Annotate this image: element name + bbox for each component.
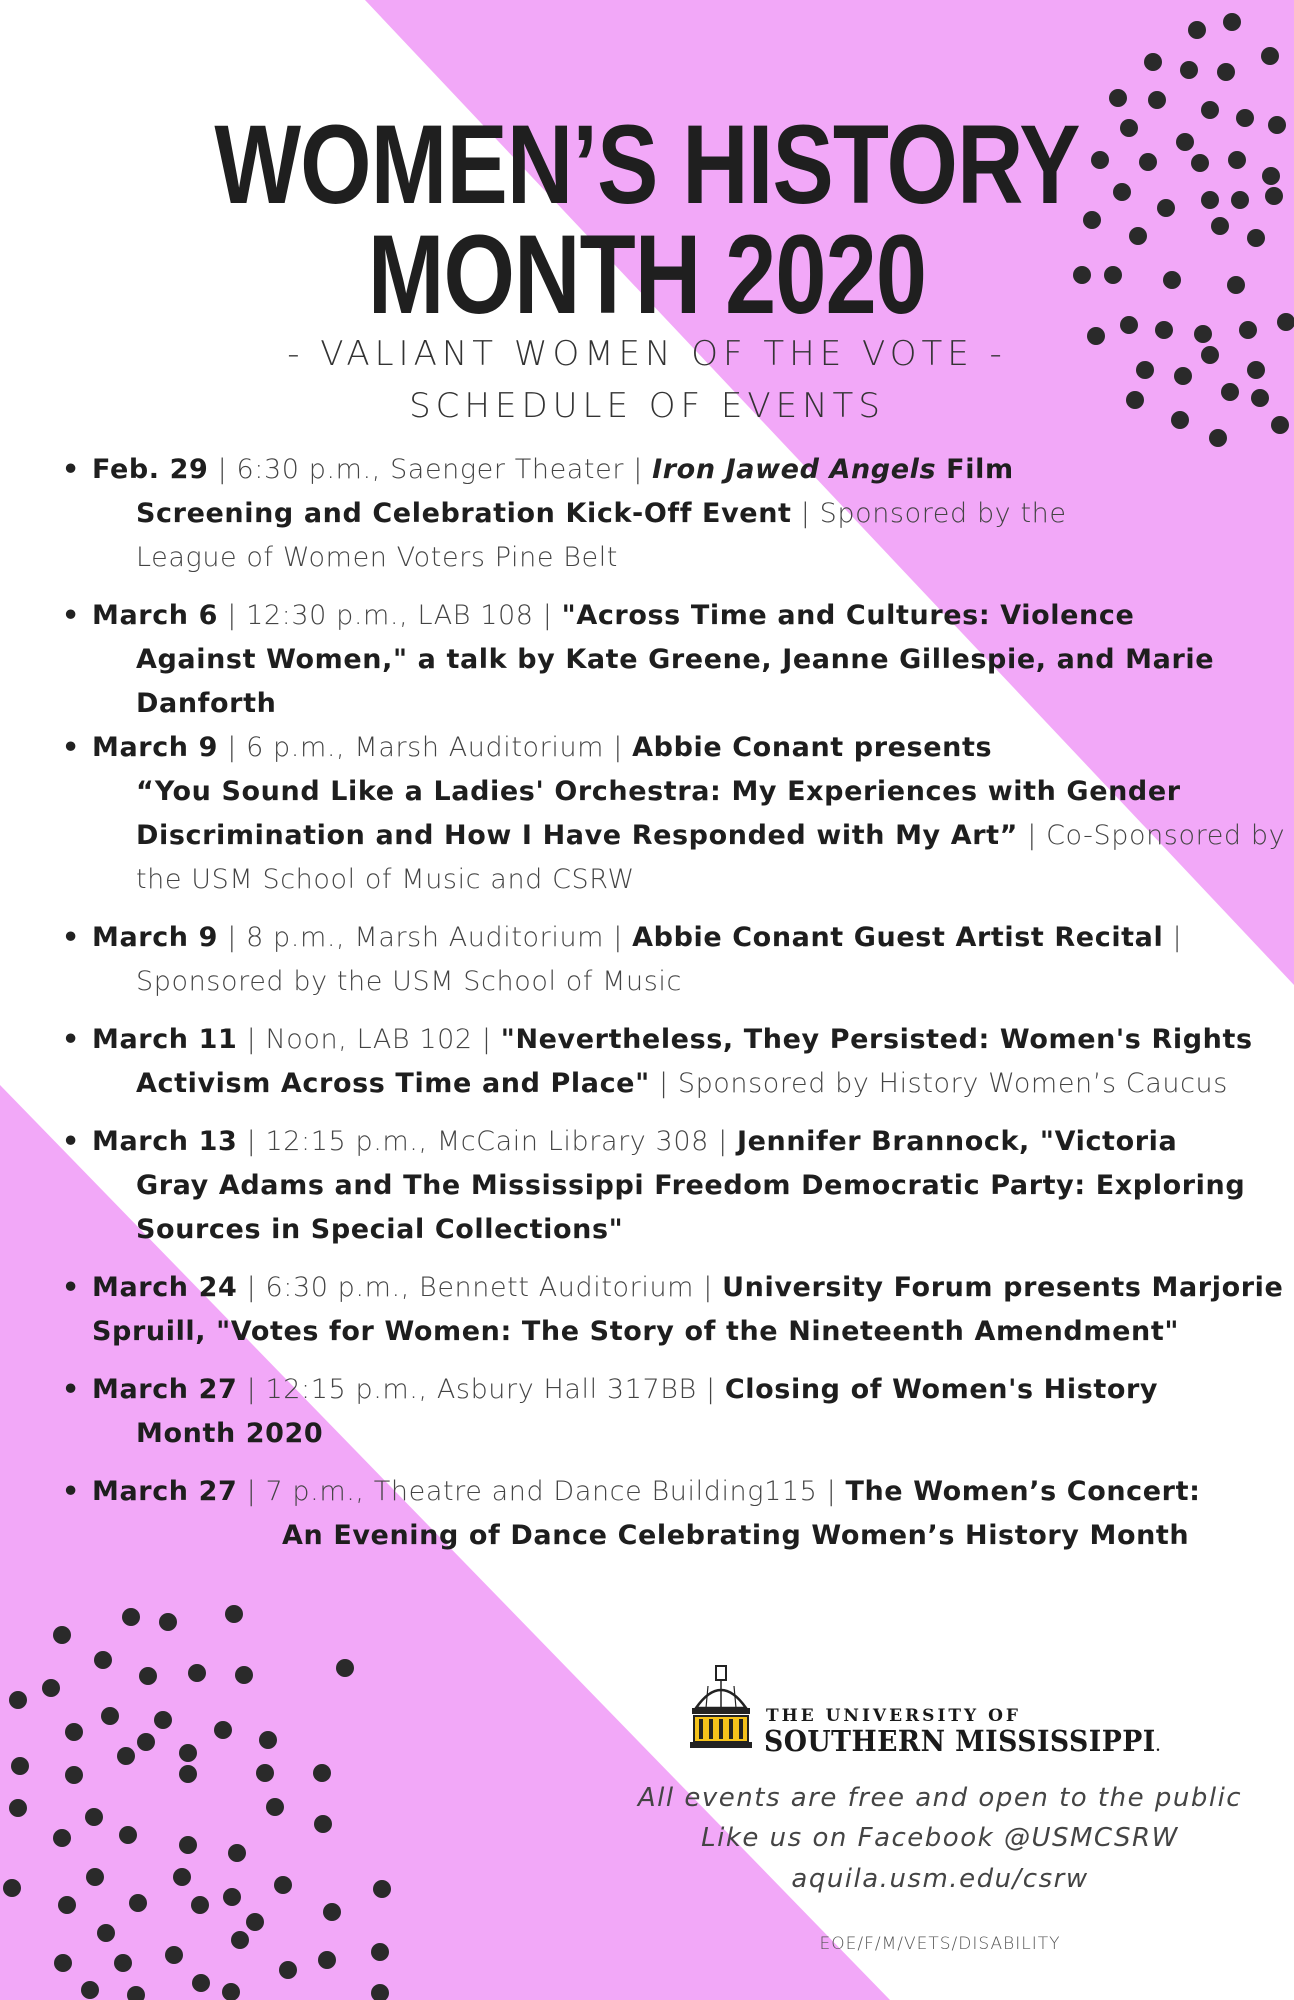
event-item: • March 13 | 12:15 p.m., McCain Library 308 | Jennifer Brannock, "Victoria Gray Adams and The Mississippi Freedom Democratic Party: Exploring Sources in Special Collections" [62, 1120, 1242, 1252]
event-sponsor: Sponsored by the [819, 498, 1067, 529]
event-title: "Across Time and Cultures: Violence [561, 600, 1135, 631]
polka-dot [371, 1943, 389, 1961]
event-item: • March 24 | 6:30 p.m., Bennett Auditorium | University Forum presents Marjorie Spruill, "Votes for Women: The Story of the Nineteenth Amendment" [62, 1266, 1242, 1354]
bullet-icon: • [62, 1272, 80, 1303]
polka-dot [165, 1946, 183, 1964]
polka-dot [9, 1799, 27, 1817]
event-date: Feb. 29 [92, 454, 209, 485]
event-item: • March 11 | Noon, LAB 102 | "Nevertheless, They Persisted: Women's Rights Activism Across Time and Place" | Sponsored by History Women’s Caucus [62, 1018, 1242, 1106]
polka-dot [1217, 63, 1235, 81]
event-time-place: 8 p.m., Marsh Auditorium [246, 922, 605, 953]
polka-dot [274, 1876, 292, 1894]
bullet-icon: • [62, 454, 80, 485]
polka-dot [3, 1879, 21, 1897]
event-date: March 6 [92, 600, 219, 631]
event-time-place: Noon, LAB 102 [265, 1024, 473, 1055]
polka-dot [246, 1913, 264, 1931]
polka-dot [373, 1880, 391, 1898]
polka-dot [1201, 191, 1219, 209]
polka-dot [314, 1815, 332, 1833]
polka-dot [101, 1707, 119, 1725]
polka-dot [191, 1896, 209, 1914]
polka-dot [1191, 154, 1209, 172]
polka-dot [225, 1605, 243, 1623]
polka-dot [179, 1744, 197, 1762]
polka-dot [94, 1651, 112, 1669]
logo-line-2: SOUTHERN MISSISSIPPI. [764, 1724, 1161, 1758]
polka-dot [137, 1733, 155, 1751]
footer-website: aquila.usm.edu/csrw [791, 1864, 1089, 1894]
polka-dot [192, 1974, 210, 1992]
polka-dot [1201, 101, 1219, 119]
polka-dot [1209, 429, 1227, 447]
polka-dot [54, 1954, 72, 1972]
event-title: Abbie Conant Guest Artist Recital [632, 922, 1164, 953]
polka-dot [53, 1829, 71, 1847]
event-title: University Forum presents Marjorie [722, 1272, 1284, 1303]
bullet-icon: • [62, 1126, 80, 1157]
polka-dot [1188, 21, 1206, 39]
event-sponsor: Sponsored by History Women’s Caucus [677, 1068, 1228, 1099]
polka-dot [179, 1836, 197, 1854]
polka-dot [159, 1613, 177, 1631]
polka-dot [139, 1667, 157, 1685]
polka-dot [318, 1951, 336, 1969]
polka-dot [188, 1664, 206, 1682]
polka-dot [1268, 116, 1286, 134]
logo-registered-mark: . [1155, 1739, 1161, 1755]
event-item: • March 9 | 8 p.m., Marsh Auditorium | Abbie Conant Guest Artist Recital | Sponsored by the USM School of Music [62, 916, 1242, 1004]
polka-dot [81, 1981, 99, 1999]
polka-dot [42, 1679, 60, 1697]
event-sponsor: Sponsored by the USM School of Music [136, 966, 682, 997]
event-time-place: 7 p.m., Theatre and Dance Building115 [265, 1476, 818, 1507]
event-date: March 9 [92, 922, 219, 953]
polka-dot [313, 1764, 331, 1782]
footer-facebook: Like us on Facebook @USMCSRW [701, 1823, 1179, 1853]
dome-icon [686, 1664, 756, 1760]
polka-dot [179, 1765, 197, 1783]
polka-dot [119, 1826, 137, 1844]
polka-dot [1236, 109, 1254, 127]
bullet-icon: • [62, 1024, 80, 1055]
event-date: March 27 [92, 1476, 238, 1507]
event-item: • March 27 | 7 p.m., Theatre and Dance Building115 | The Women’s Concert: An Evening of Dance Celebrating Women’s History Month [62, 1470, 1242, 1558]
polka-dot [53, 1626, 71, 1644]
polka-dot [129, 1894, 147, 1912]
polka-dot [122, 1608, 140, 1626]
polka-dot [228, 1844, 246, 1862]
polka-dot [323, 1903, 341, 1921]
polka-dot [65, 1723, 83, 1741]
polka-dot [256, 1764, 274, 1782]
polka-dot [1176, 133, 1194, 151]
event-date: March 9 [92, 732, 219, 763]
polka-dot [97, 1924, 115, 1942]
polka-dot [1228, 151, 1246, 169]
event-title: Jennifer Brannock, "Victoria [736, 1126, 1178, 1157]
polka-dot [336, 1659, 354, 1677]
bullet-icon: • [62, 732, 80, 763]
event-item: • March 9 | 6 p.m., Marsh Auditorium | Abbie Conant presents “You Sound Like a Ladies' Orchestra: My Experiences with Gender Discrimination and How I Have Responded with My Art” | Co-Sponsored by the USM School of Music and CSRW [62, 726, 1242, 902]
event-title: Abbie Conant presents [632, 732, 993, 763]
event-item: • March 6 | 12:30 p.m., LAB 108 | "Across Time and Cultures: Violence Against Women," a talk by Kate Greene, Jeanne Gillespie, and Marie Danforth [62, 594, 1242, 726]
event-date: March 24 [92, 1272, 238, 1303]
polka-dot [1223, 13, 1241, 31]
polka-dot [85, 1808, 103, 1826]
polka-dot [1180, 61, 1198, 79]
polka-dot [11, 1757, 29, 1775]
event-title-italic: Iron Jawed Angels [652, 454, 937, 485]
polka-dot [223, 1888, 241, 1906]
bullet-icon: • [62, 1476, 80, 1507]
event-time-place: 6:30 p.m., Saenger Theater [236, 454, 625, 485]
polka-dot [86, 1868, 104, 1886]
polka-dot [259, 1731, 277, 1749]
polka-dot [1261, 47, 1279, 65]
bullet-icon: • [62, 1374, 80, 1405]
polka-dot [1265, 187, 1283, 205]
event-list [62, 448, 1286, 1558]
polka-dot [1262, 167, 1280, 185]
subtitle-schedule: SCHEDULE OF EVENTS [409, 386, 885, 426]
bullet-icon: • [62, 922, 80, 953]
polka-dot [9, 1691, 27, 1709]
polka-dot [231, 1931, 249, 1949]
footer-free-events: All events are free and open to the public [637, 1783, 1243, 1813]
polka-dot [1231, 191, 1249, 209]
bullet-icon: • [62, 600, 80, 631]
polka-dot [65, 1766, 83, 1784]
university-logo [686, 1664, 1206, 1764]
event-date: March 13 [92, 1126, 238, 1157]
logo-line-1: THE UNIVERSITY OF [766, 1706, 1021, 1726]
event-time-place: 6 p.m., Marsh Auditorium [246, 732, 605, 763]
polka-dot [235, 1666, 253, 1684]
event-sponsor: Co-Sponsored by [1046, 820, 1286, 851]
polka-dot [1227, 276, 1245, 294]
polka-dot [279, 1961, 297, 1979]
polka-dot [58, 1896, 76, 1914]
page-title-line-2: MONTH 2020 [367, 212, 927, 337]
polka-dot [1211, 217, 1229, 235]
event-time-place: 12:30 p.m., LAB 108 [246, 600, 534, 631]
event-item: • Feb. 29 | 6:30 p.m., Saenger Theater | Iron Jawed Angels Film Screening and Celebration Kick-Off Event | Sponsored by the League of Women Voters Pine Belt [62, 448, 1242, 580]
event-item: • March 27 | 12:15 p.m., Asbury Hall 317BB | Closing of Women's History Month 2020 [62, 1368, 1242, 1456]
event-time-place: 6:30 p.m., Bennett Auditorium [265, 1272, 695, 1303]
event-date: March 11 [92, 1024, 238, 1055]
polka-dot [214, 1721, 232, 1739]
polka-dot [154, 1711, 172, 1729]
event-title: The Women’s Concert: [845, 1476, 1201, 1507]
page-title-line-1: WOMEN’S HISTORY [214, 102, 1080, 227]
footer-eoe: EOE/F/M/VETS/DISABILITY [819, 1934, 1061, 1954]
event-date: March 27 [92, 1374, 238, 1405]
polka-dot [1247, 229, 1265, 247]
polka-dot [114, 1954, 132, 1972]
subtitle-theme: - VALIANT WOMEN OF THE VOTE - [287, 334, 1007, 374]
event-time-place: 12:15 p.m., Asbury Hall 317BB [265, 1374, 697, 1405]
event-time-place: 12:15 p.m., McCain Library 308 [265, 1126, 709, 1157]
polka-dot [266, 1798, 284, 1816]
event-title: Closing of Women's History [724, 1374, 1159, 1405]
event-title: Screening and Celebration Kick-Off Event [136, 498, 792, 529]
polka-dot [117, 1747, 135, 1765]
polka-dot [1144, 53, 1162, 71]
polka-dot [173, 1868, 191, 1886]
event-title: "Nevertheless, They Persisted: Women's Rights [500, 1024, 1253, 1055]
